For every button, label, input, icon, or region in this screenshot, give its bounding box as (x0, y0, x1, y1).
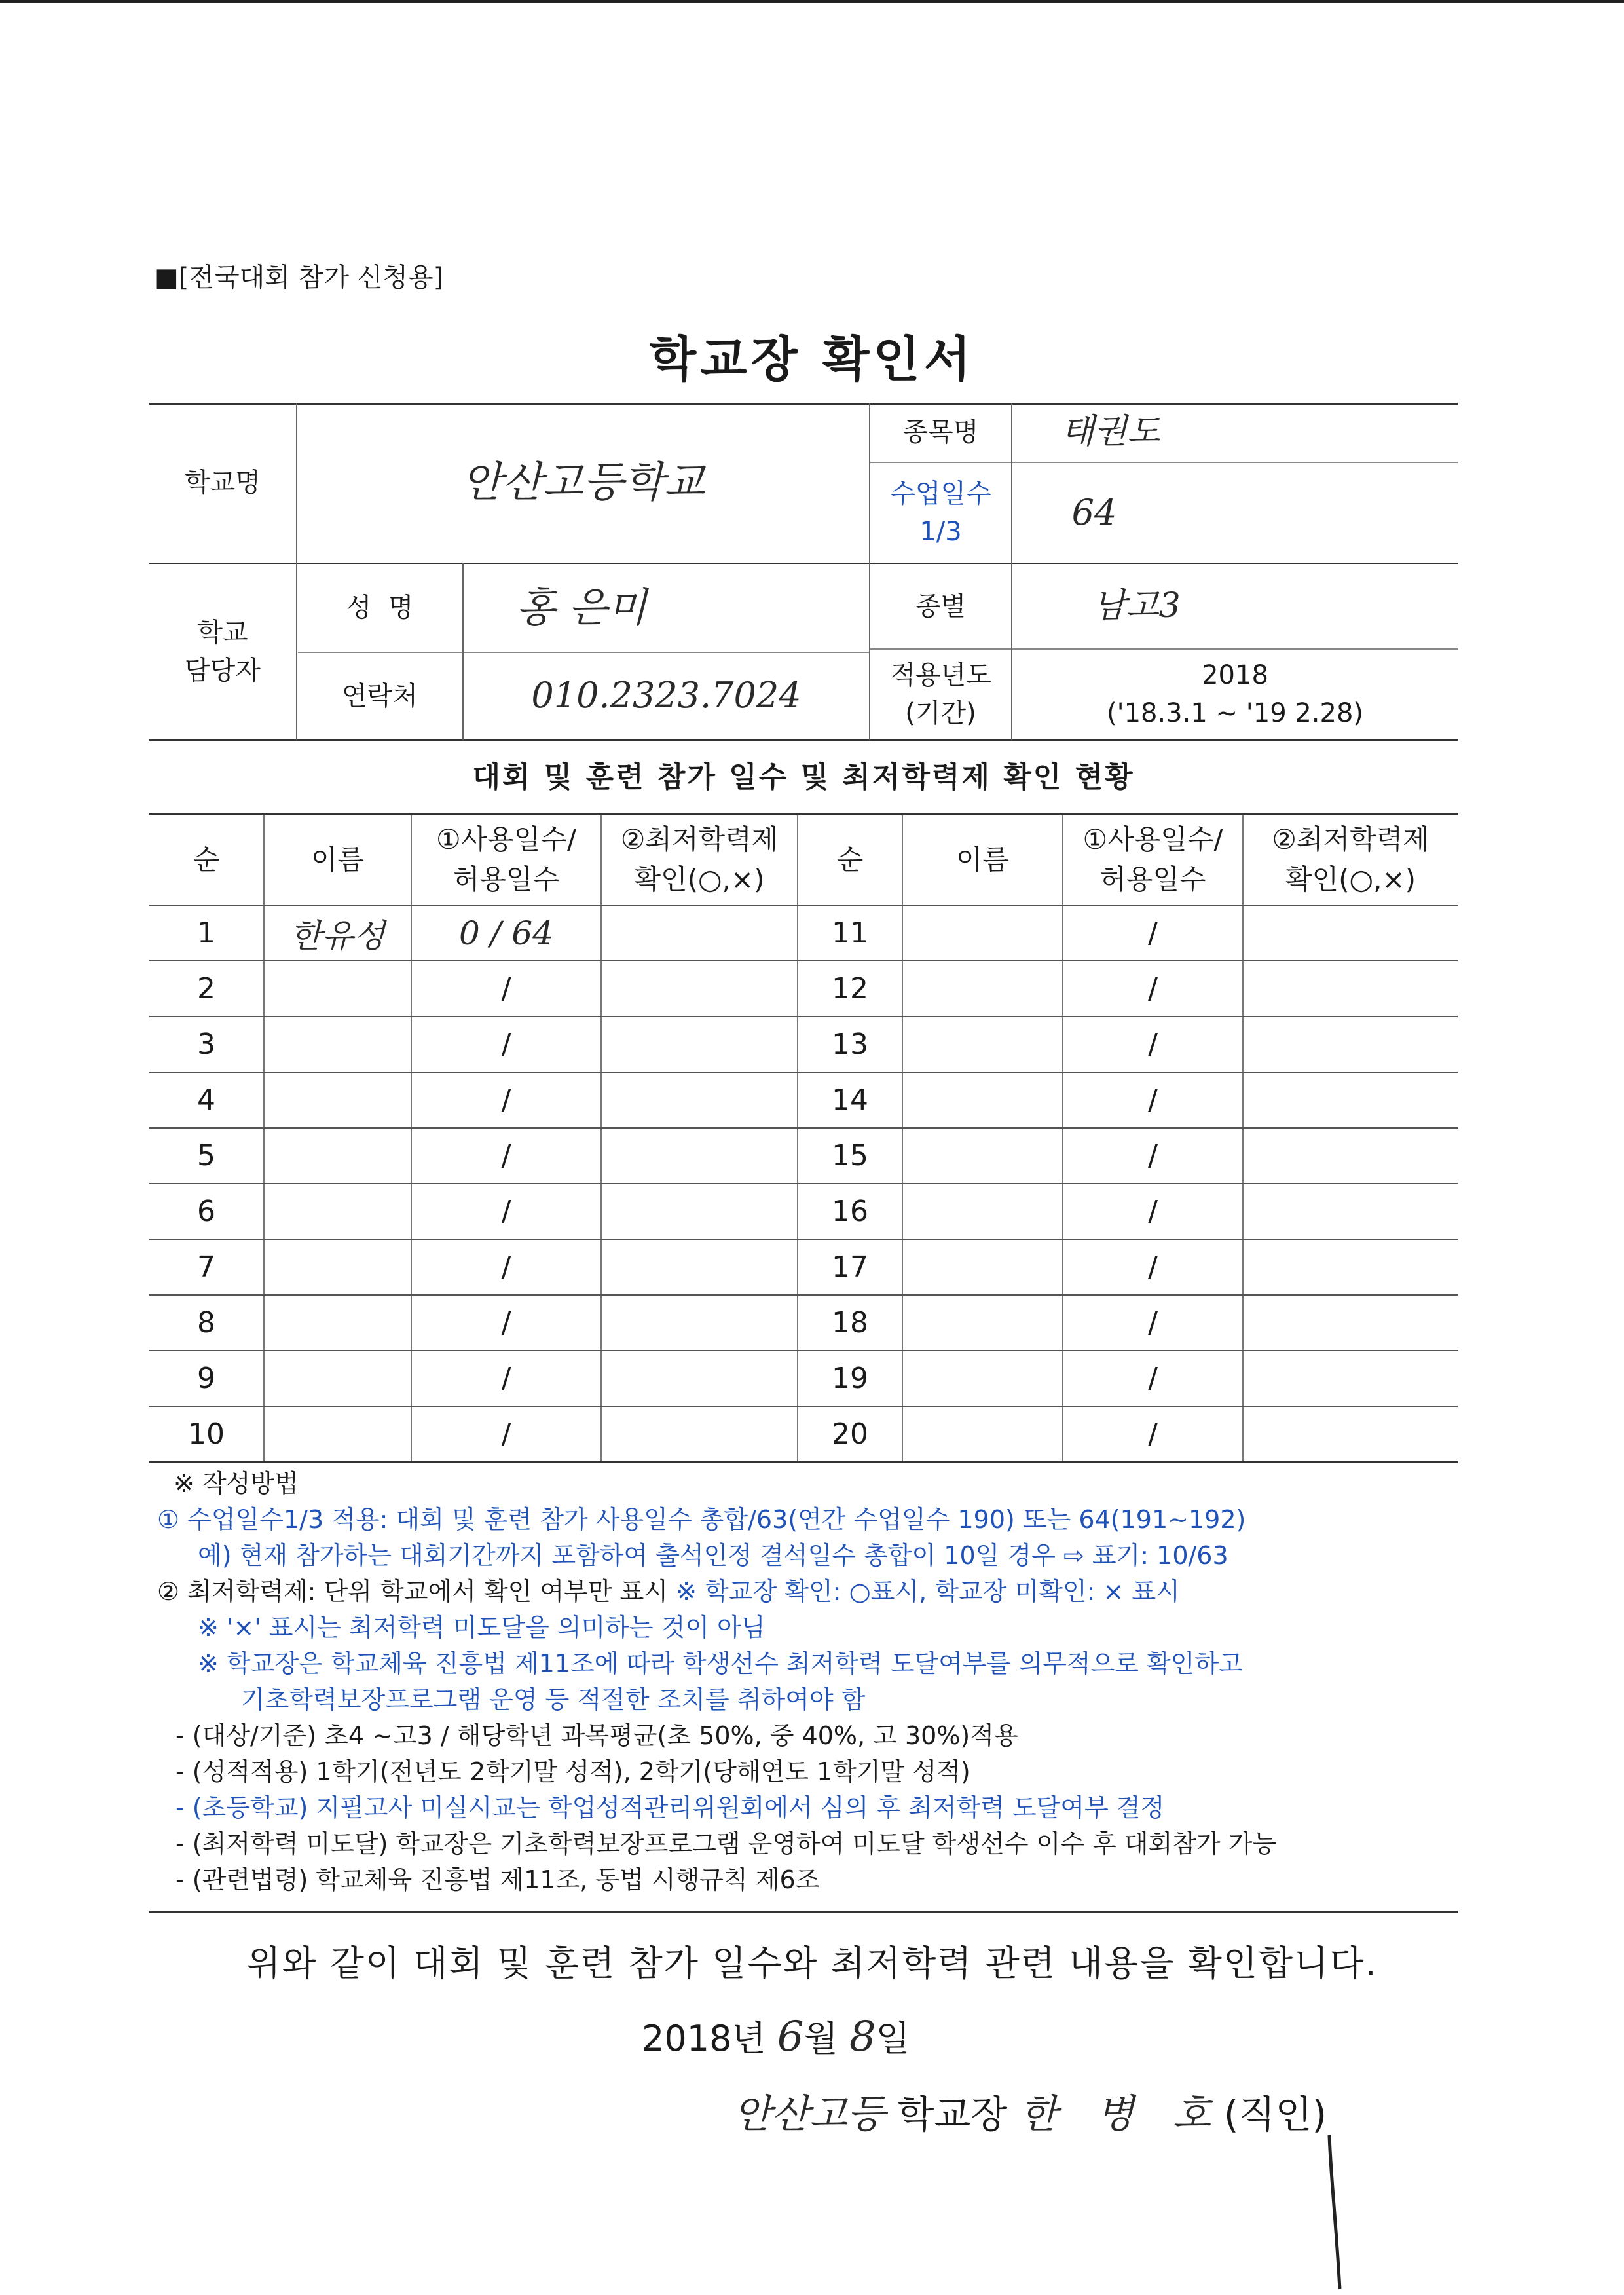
row-used-days: / (411, 1351, 601, 1406)
row-used-days-right: / (1063, 1072, 1243, 1128)
row-no: 8 (149, 1295, 264, 1351)
category-label: 종별 (915, 591, 967, 622)
apply-period: ('18.3.1 ~ '19 2.28) (1106, 698, 1364, 728)
category-value: 남고3 (1093, 586, 1181, 625)
row-academic-right (1243, 1072, 1458, 1128)
row-no-right: 11 (798, 905, 902, 961)
row-used-days: / (411, 1017, 601, 1072)
row-no-right: 12 (798, 961, 902, 1017)
row-name (264, 1239, 411, 1295)
header-name: 이름 (264, 815, 411, 906)
header-academic-check (601, 815, 798, 906)
date-day-unit: 일 (876, 2018, 910, 2059)
row-no: 9 (149, 1351, 264, 1406)
roster-header-row (149, 815, 1458, 906)
row-used-days: / (411, 1406, 601, 1463)
signing-date (642, 2011, 910, 2061)
principal-school: 안산고등 (733, 2091, 885, 2137)
row-name (264, 1406, 411, 1463)
principal-title: 학교장 (897, 2092, 1008, 2136)
row-no-right: 18 (798, 1295, 902, 1351)
contact-value: 010.2323.7024 (531, 675, 802, 717)
instructions-block (157, 1466, 1460, 1898)
table-row (149, 1351, 1458, 1406)
apply-year: 2018 (1202, 660, 1268, 690)
form-type-tag: ■[전국대회 참가 신청용] (154, 263, 444, 293)
staff-name-value: 홍 은미 (516, 584, 647, 632)
header-no: 순 (149, 815, 264, 906)
row-name (264, 1295, 411, 1351)
contact-label: 연락처 (342, 681, 418, 711)
row-used-days-right: / (1063, 1239, 1243, 1295)
row-used-days: 0 / 64 (411, 905, 601, 961)
table-row (149, 1017, 1458, 1072)
header-used-days-right (1063, 815, 1243, 906)
header-used-days-line1: ①사용일수/ (435, 823, 577, 856)
bullet-below-minimum: - (최저학력 미도달) 학교장은 기초학력보장프로그램 운영하여 미도달 학생선수 이수 후 대회참가 가능 (175, 1829, 1277, 1858)
header-academic-check-right (1243, 815, 1458, 906)
principal-signature-line (733, 2083, 1327, 2139)
row-name-right (902, 961, 1063, 1017)
row-no-right: 16 (798, 1184, 902, 1239)
bullet-grades: - (성적적용) 1학기(전년도 2학기말 성적), 2학기(당해연도 1학기말 성적) (175, 1757, 970, 1786)
row-academic (601, 905, 798, 961)
row-used-days: / (411, 1295, 601, 1351)
row-no-right: 20 (798, 1406, 902, 1463)
row-name: 한유성 (264, 905, 411, 961)
row-academic-right (1243, 905, 1458, 961)
row-no-right: 14 (798, 1072, 902, 1128)
row-academic-right (1243, 1128, 1458, 1184)
row-name-right (902, 1017, 1063, 1072)
header-name-right: 이름 (902, 815, 1063, 906)
row-no-right: 19 (798, 1351, 902, 1406)
header-academic-right-line1: ②최저학력제 (1272, 823, 1430, 856)
header-used-days-right-line2: 허용일수 (1099, 863, 1206, 895)
row-name (264, 961, 411, 1017)
roster-section-title: 대회 및 훈련 참가 일수 및 최저학력제 확인 현황 (472, 760, 1135, 794)
sport-label: 종목명 (902, 417, 979, 447)
row-academic-right (1243, 1017, 1458, 1072)
row-no: 10 (149, 1406, 264, 1463)
row-used-days: / (411, 1239, 601, 1295)
staff-label-line2: 담당자 (185, 655, 261, 686)
row-used-days: / (411, 1072, 601, 1128)
notes-divider (149, 1911, 1458, 1912)
row-name-right (902, 1239, 1063, 1295)
note-4-line-2: 기초학력보장프로그램 운영 등 적절한 조치를 취하여야 함 (241, 1685, 866, 1714)
row-name (264, 1072, 411, 1128)
header-academic-line2: 확인(○,×) (634, 863, 765, 895)
row-used-days-right: / (1063, 1295, 1243, 1351)
note-2-text: ② 최저학력제: 단위 학교에서 확인 여부만 표시 (157, 1577, 676, 1606)
class-days-label-line1: 수업일수 (890, 479, 991, 509)
row-used-days-right: / (1063, 1017, 1243, 1072)
note-1-line-1: ① 수업일수1/3 적용: 대회 및 훈련 참가 사용일수 총합/63(연간 수업일수 190) 또는 64(191~192) (157, 1505, 1246, 1534)
note-1-line-2: 예) 현재 참가하는 대회기간까지 포함하여 출석인정 결석일수 총합이 10일 경우 ⇨ 표기: 10/63 (198, 1541, 1228, 1570)
row-no: 4 (149, 1072, 264, 1128)
row-no-right: 17 (798, 1239, 902, 1295)
row-name-right (902, 1295, 1063, 1351)
class-days-label-line2: 1/3 (919, 517, 962, 547)
table-row (149, 1239, 1458, 1295)
date-month-unit: 월 (803, 2018, 838, 2059)
date-day: 8 (849, 2013, 876, 2061)
note-3: ※ '×' 표시는 최저학력 미도달을 의미하는 것이 아님 (198, 1613, 766, 1642)
school-name-label: 학교명 (185, 468, 261, 498)
header-academic-line1: ②최저학력제 (620, 823, 779, 856)
row-academic (601, 1295, 798, 1351)
principal-handwritten-signature: 한 병 호 (1019, 2091, 1224, 2137)
row-name (264, 1128, 411, 1184)
row-academic-right (1243, 1184, 1458, 1239)
table-row (149, 1184, 1458, 1239)
row-name (264, 1184, 411, 1239)
apply-year-label (870, 650, 1011, 739)
note-2-mark-rule: ※ 학교장 확인: ○표시, 학교장 미확인: × 표시 (676, 1577, 1180, 1606)
apply-year-value (1012, 650, 1458, 739)
row-no: 1 (149, 905, 264, 961)
row-academic (601, 961, 798, 1017)
instructions-heading: ※ 작성방법 (174, 1469, 299, 1498)
row-academic (601, 1072, 798, 1128)
table-row (149, 905, 1458, 961)
apply-year-label-line1: 적용년도 (890, 660, 991, 690)
row-used-days-right: / (1063, 1406, 1243, 1463)
official-seal-label: (직인) (1223, 2092, 1327, 2136)
row-no: 3 (149, 1017, 264, 1072)
row-name-right (902, 1406, 1063, 1463)
school-info-table (149, 403, 1458, 740)
class-days-value: 64 (1071, 491, 1117, 533)
staff-name-label: 성 명 (346, 593, 414, 623)
note-2 (157, 1574, 1460, 1610)
row-used-days-right: / (1063, 961, 1243, 1017)
top-edge-rule (0, 0, 1624, 3)
row-academic (601, 1351, 798, 1406)
row-academic (601, 1128, 798, 1184)
header-academic-right-line2: 확인(○,×) (1285, 863, 1416, 895)
table-row (149, 961, 1458, 1017)
bullet-elementary: - (초등학교) 지필고사 미실시교는 학업성적관리위원회에서 심의 후 최저학력 도달여부 결정 (175, 1793, 1165, 1822)
row-no: 2 (149, 961, 264, 1017)
row-academic-right (1243, 1406, 1458, 1463)
row-used-days-right: / (1063, 1184, 1243, 1239)
school-name-value: 안산고등학교 (462, 458, 705, 507)
row-name-right (902, 1184, 1063, 1239)
header-used-days-line2: 허용일수 (452, 863, 560, 895)
document-title: 학교장 확인서 (649, 331, 975, 388)
table-row (149, 1128, 1458, 1184)
row-academic-right (1243, 961, 1458, 1017)
note-4-line-1: ※ 학교장은 학교체육 진흥법 제11조에 따라 학생선수 최저학력 도달여부를 의무적으로 확인하고 (198, 1649, 1243, 1678)
row-academic-right (1243, 1295, 1458, 1351)
apply-year-label-line2: (기간) (905, 698, 976, 728)
row-academic-right (1243, 1239, 1458, 1295)
row-used-days: / (411, 961, 601, 1017)
header-used-days (411, 815, 601, 906)
table-row (149, 1295, 1458, 1351)
header-no-right: 순 (798, 815, 902, 906)
staff-label (149, 564, 296, 739)
row-no: 6 (149, 1184, 264, 1239)
row-name (264, 1017, 411, 1072)
row-name-right (902, 1128, 1063, 1184)
header-used-days-right-line1: ①사용일수/ (1082, 823, 1223, 856)
table-row (149, 1072, 1458, 1128)
sport-value: 태권도 (1061, 412, 1160, 452)
row-used-days: / (411, 1128, 601, 1184)
row-no: 7 (149, 1239, 264, 1295)
row-no-right: 13 (798, 1017, 902, 1072)
row-name-right (902, 1072, 1063, 1128)
row-name-right (902, 1351, 1063, 1406)
row-academic (601, 1184, 798, 1239)
confirmation-statement: 위와 같이 대회 및 훈련 참가 일수와 최저학력 관련 내용을 확인합니다. (246, 1943, 1378, 1984)
row-academic (601, 1239, 798, 1295)
class-days-label (870, 463, 1011, 563)
date-year: 2018년 (642, 2018, 766, 2059)
row-no-right: 15 (798, 1128, 902, 1184)
row-used-days: / (411, 1184, 601, 1239)
bullet-target: - (대상/기준) 초4 ~고3 / 해당학년 과목평균(초 50%, 중 40%, 고 30%)적용 (175, 1721, 1018, 1750)
row-used-days-right: / (1063, 905, 1243, 961)
row-name (264, 1351, 411, 1406)
row-academic (601, 1406, 798, 1463)
row-used-days-right: / (1063, 1128, 1243, 1184)
row-academic (601, 1017, 798, 1072)
row-no: 5 (149, 1128, 264, 1184)
row-academic-right (1243, 1351, 1458, 1406)
signature-tail-stroke (1316, 2135, 1356, 2292)
staff-label-line1: 학교 (197, 617, 248, 648)
roster-table (149, 813, 1458, 1463)
date-month: 6 (777, 2013, 804, 2061)
bullet-laws: - (관련법령) 학교체육 진흥법 제11조, 동법 시행규칙 제6조 (175, 1865, 820, 1894)
row-name-right (902, 905, 1063, 961)
table-row (149, 1406, 1458, 1463)
row-used-days-right: / (1063, 1351, 1243, 1406)
